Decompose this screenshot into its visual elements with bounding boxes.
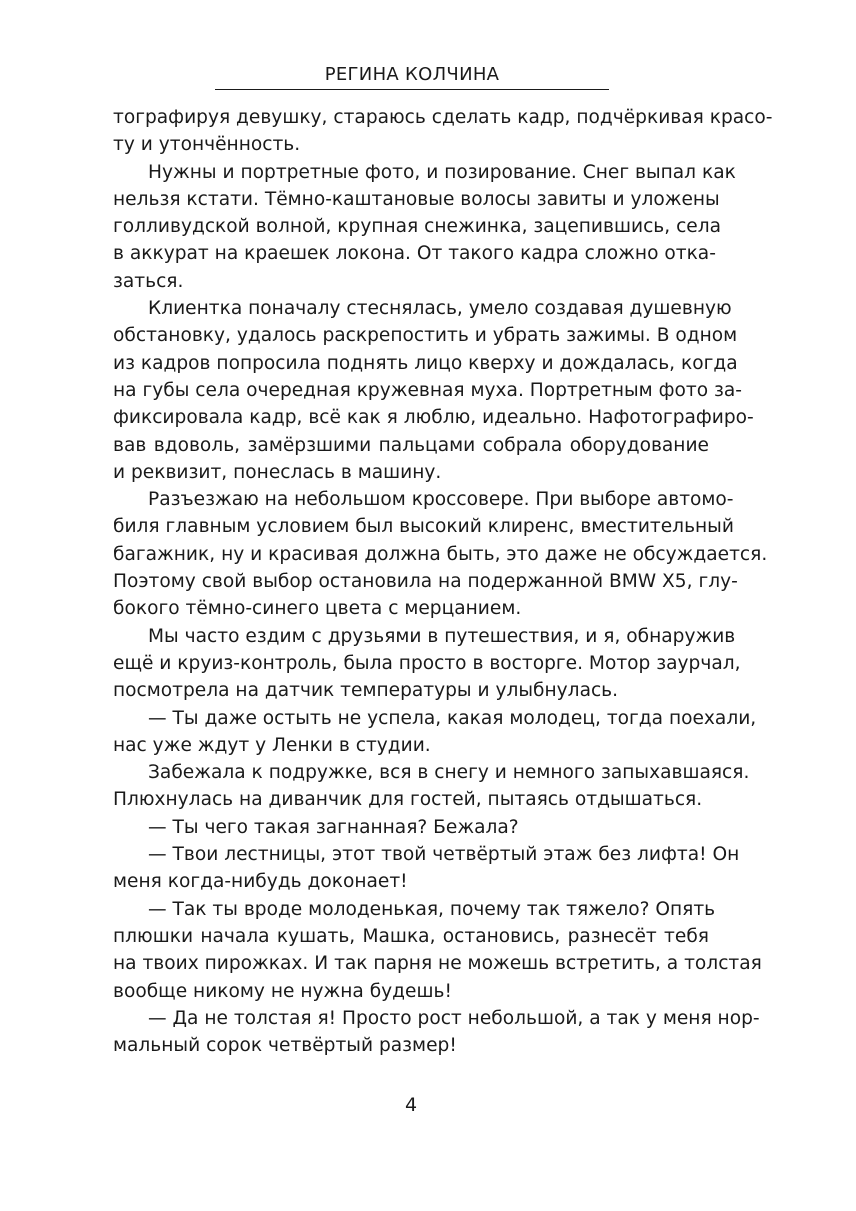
text-line: Плюхнулась на диванчик для гостей, пытаясь отдышаться. bbox=[113, 789, 703, 811]
text-line: Забежала к подружке, вся в снегу и немного запыхавшаяся. bbox=[148, 762, 750, 784]
text-line: — Твои лестницы, этот твой четвёртый этаж без лифта! Он bbox=[148, 844, 740, 866]
text-line: — Ты даже остыть не успела, какая молодец, тогда поехали, bbox=[148, 707, 757, 729]
text-line: обстановку, удалось раскрепостить и убрать зажимы. В одном bbox=[113, 325, 738, 347]
text-line: — Так ты вроде молоденькая, почему так тяжело? Опять bbox=[148, 898, 716, 920]
paragraph bbox=[113, 1005, 760, 1060]
paragraph bbox=[113, 159, 736, 295]
text-line: — Ты чего такая загнанная? Бежала? bbox=[148, 816, 519, 838]
paragraph bbox=[113, 104, 773, 159]
text-line: нельзя кстати. Тёмно-каштановые волосы завиты и уложены bbox=[113, 188, 720, 210]
text-line: мальный сорок четвёртый размер! bbox=[113, 1035, 457, 1057]
text-line: на твоих пирожках. И так парня не можешь встретить, а толстая bbox=[113, 953, 762, 975]
text-line: багажник, ну и красивая должна быть, это даже не обсуждается. bbox=[113, 543, 768, 565]
paragraph bbox=[113, 759, 750, 814]
paragraph bbox=[113, 486, 768, 622]
text-line: Поэтому свой выбор остановила на подержанной BMW X5, глу- bbox=[113, 571, 738, 593]
paragraph bbox=[113, 814, 709, 841]
paragraph bbox=[113, 623, 741, 705]
text-line: тографируя девушку, стараюсь сделать кадр, подчёркивая красо- bbox=[113, 107, 773, 128]
text-line: Разъезжаю на небольшом кроссовере. При выборе автомо- bbox=[148, 489, 734, 511]
paragraph bbox=[113, 841, 740, 896]
text-line: в аккурат на краешек локона. От такого кадра сложно отка- bbox=[113, 243, 716, 265]
text-line: Нужны и портретные фото, и позирование. Снег выпал как bbox=[148, 161, 736, 183]
text-line: посмотрела на датчик температуры и улыбнулась. bbox=[113, 680, 619, 702]
text-line: биля главным условием был высокий клиренс, вместительный bbox=[113, 516, 734, 538]
text-line: заться. bbox=[113, 270, 184, 292]
paragraph bbox=[113, 705, 757, 760]
paragraph bbox=[113, 896, 762, 1005]
text-line: Клиентка поначалу стеснялась, умело создавая душевную bbox=[148, 298, 732, 320]
text-line: голливудской волной, крупная снежинка, зацепившись, села bbox=[113, 216, 722, 238]
text-line: нас уже ждут у Ленки в студии. bbox=[113, 734, 431, 756]
text-line: плюшки начала кушать, Машка, остановись, разнесёт тебя bbox=[113, 925, 709, 947]
page-number: 4 bbox=[404, 1094, 418, 1116]
text-line: на губы села очередная кружевная муха. Портретным фото за- bbox=[113, 379, 742, 401]
text-line: Мы часто ездим с друзьями в путешествия, и я, обнаружив bbox=[148, 625, 736, 647]
text-line: из кадров попросила поднять лицо кверху и дождалась, когда bbox=[113, 352, 738, 374]
body-text bbox=[113, 104, 773, 1059]
text-line: — Да не толстая я! Просто рост небольшой, а так у меня нор- bbox=[148, 1007, 760, 1029]
text-line: ту и утончённость. bbox=[113, 134, 301, 156]
text-line: меня когда-нибудь доконает! bbox=[113, 871, 408, 893]
text-line: ещё и круиз-контроль, была просто в восторге. Мотор заурчал, bbox=[113, 652, 741, 674]
text-line: бокого тёмно-синего цвета с мерцанием. bbox=[113, 598, 522, 620]
text-line: и реквизит, понеслась в машину. bbox=[113, 461, 442, 483]
header-rule bbox=[215, 89, 609, 90]
text-line: фиксировала кадр, всё как я люблю, идеально. Нафотографиро- bbox=[113, 407, 754, 429]
paragraph bbox=[113, 295, 754, 486]
text-line: вав вдоволь, замёрзшими пальцами собрала оборудование bbox=[113, 434, 709, 456]
text-line: вообще никому не нужна будешь! bbox=[113, 980, 452, 1002]
running-head-author: РЕГИНА КОЛЧИНА bbox=[324, 64, 500, 85]
